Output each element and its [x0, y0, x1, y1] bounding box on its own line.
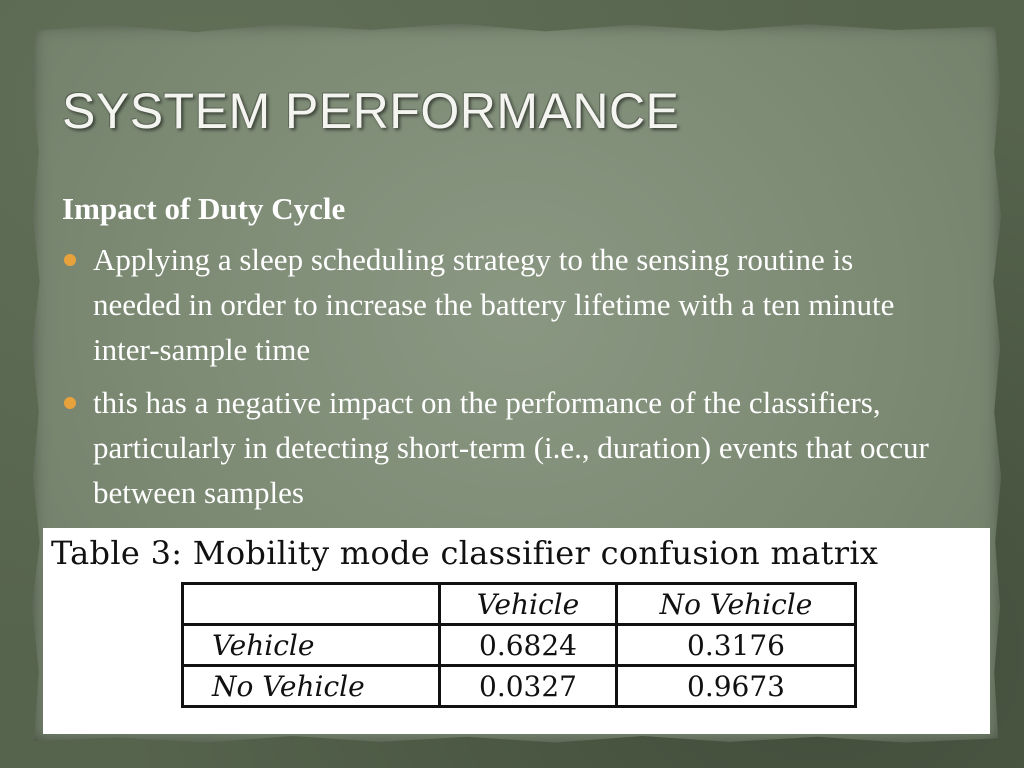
table-header-row [183, 584, 856, 625]
header-cell-no-vehicle: No Vehicle [617, 584, 856, 625]
table-cell: 0.0327 [440, 666, 617, 707]
bullet-text: Applying a sleep scheduling strategy to the sensing routine is needed in order to increase the battery lifetime with a ten minute inter-sample time [93, 242, 895, 367]
bullet-item [62, 380, 942, 515]
table-image-panel [43, 528, 990, 734]
table-cell: 0.9673 [617, 666, 856, 707]
slide-body [62, 186, 942, 523]
bullet-text: this has a negative impact on the performance of the classifiers, particularly in detecting short-term (i.e., duration) events that occur between samples [93, 385, 929, 510]
row-label-vehicle: Vehicle [183, 625, 440, 666]
bullet-dot-icon [64, 397, 76, 409]
table-row [183, 666, 856, 707]
table-cell: 0.6824 [440, 625, 617, 666]
bullet-dot-icon [64, 254, 76, 266]
header-cell-vehicle: Vehicle [440, 584, 617, 625]
table-cell: 0.3176 [617, 625, 856, 666]
confusion-matrix-table [181, 582, 857, 708]
slide-title: SYSTEM PERFORMANCE [62, 83, 680, 139]
row-label-no-vehicle: No Vehicle [183, 666, 440, 707]
table-caption: Table 3: Mobility mode classifier confusion matrix [51, 534, 879, 572]
table-row [183, 625, 856, 666]
bullet-item [62, 237, 942, 372]
subheading: Impact of Duty Cycle [62, 191, 346, 226]
header-cell-empty [183, 584, 440, 625]
